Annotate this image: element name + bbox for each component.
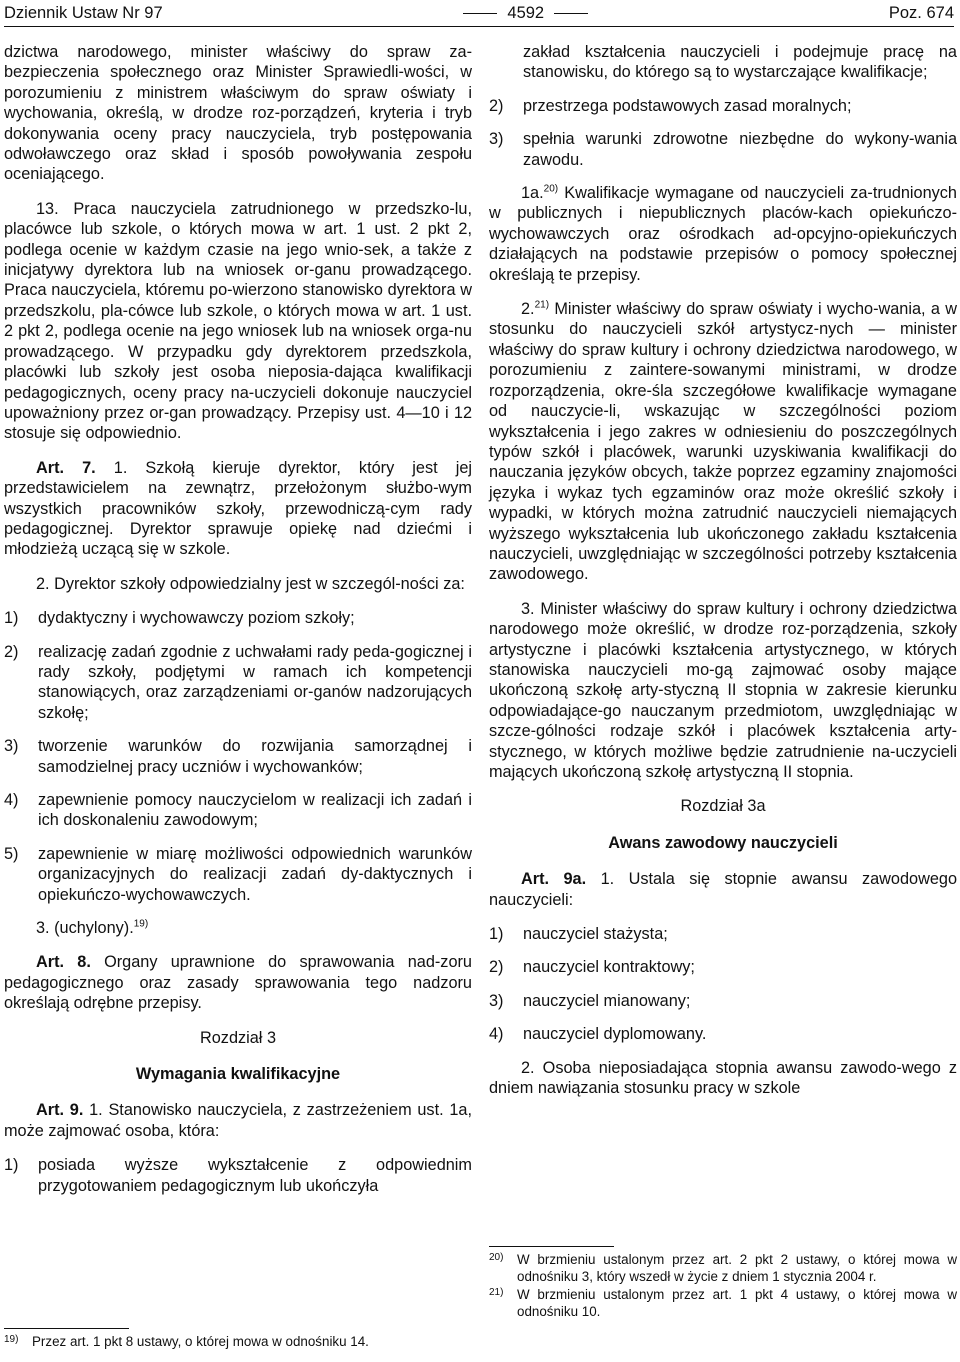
page-number: 4592 (507, 3, 545, 22)
list-item (489, 924, 957, 944)
paragraph-2-text: Minister właściwy do spraw oświaty i wycho-wania, a w stosunku do nauczycieli szkół artystycz-nych — minister właściwy do spraw kultury i ochrony dziedzictwa narodowego, w porozumieniu z zaintere-sowanymi ministrami, w drodze rozporządzenia, okre-śla szczegółowe kwalifikacje wymagane od nauczycie-li, wskazując w szczególności poziom wykształcenia i jego zakres w odniesieniu do poszczególnych typów szkół i placówek, warunki uzyskiwania kwalifikacji do nauczania języków obcych, także poprzez egzaminy znajomości języka i wykaz tych egzaminów oraz może określić szkoły i wypadki, w których można zatrudnić nauczycieli niemających wyższego wykształcenia lub ukończonego zakładu kształcenia nauczycieli, uwzględniając w szczególności potrzeby kształcenia zawodowego. (489, 300, 957, 584)
article-8-text: Organy uprawnione do sprawowania nad-zoru pedagogicznego oraz zasady sprawowania tego nadzoru określają odrębne przepisy. (4, 953, 472, 1013)
article-7-paragraph-2: 2. Dyrektor szkoły odpowiedzialny jest w szczegól-ności za: (36, 574, 465, 593)
list-item-number: 5) (4, 844, 19, 863)
article-7-heading: Art. 7. (36, 458, 96, 477)
right-column (489, 42, 957, 1112)
list-item-text: nauczyciel dyplomowany. (523, 1025, 707, 1044)
footnote-ref-20: 20) (543, 183, 559, 195)
footnote-text: W brzmieniu ustalonym przez art. 1 pkt 4 ustawy, o której mowa w odnośniku 10. (517, 1287, 957, 1319)
list-item-number: 1) (4, 1156, 19, 1175)
list-item-number: 4) (4, 791, 19, 809)
dash-right (554, 13, 588, 14)
chapter-3a-label: Rozdział 3a (680, 797, 766, 816)
footnote-ref-21: 21) (534, 299, 550, 311)
footnote-number: 20) (489, 1252, 504, 1263)
list-item-text: nauczyciel stażysta; (523, 925, 668, 944)
repealed-text: 3. (uchylony). (36, 919, 134, 938)
list-item-number: 1) (489, 925, 504, 944)
paragraph-2-lead: 2. (521, 300, 535, 319)
list-item-text: spełnia warunki zdrowotne niezbędne do wykony-wania zawodu. (523, 130, 957, 169)
list-item-number: 3) (489, 130, 504, 149)
paragraph-3: 3. Minister właściwy do spraw kultury i ochrony dziedzictwa narodowego może określić, w drodze roz-porządzenia, szkoły artystyczne i placówki kształcenia artystycznego, w których stanowiska nauczycieli mo-gą zajmować osoby mające ukończoną szkołę arty-styczną II stopnia w zakresie kierunku odpowiadające-go nauczanym przedmiotom, uwzględniając w szcze-gólności rodzaje szkół i placówek kształcenia arty-stycznego, w których możliwe będzie zatrudnienie na-uczycieli mających ukończoną szkołę artystyczną II stopnia. (489, 599, 957, 781)
paragraph-1a-lead: 1a. (521, 184, 544, 203)
list-item-text: przestrzega podstawowych zasad moralnych; (523, 96, 852, 115)
article-8 (4, 952, 472, 1013)
list-item-text: nauczyciel mianowany; (523, 991, 691, 1010)
list-item-text: zapewnienie w miarę możliwości odpowiednich warunków organizacyjnych do realizacji zadań dy-daktycznych i opiekuńczo-wychowawczych. (38, 844, 472, 904)
footnote-text: W brzmieniu ustalonym przez art. 2 pkt 2 ustawy, o której mowa w odnośniku 3, który wszedł w życie z dniem 1 stycznia 2004 r. (517, 1252, 957, 1284)
list-item-text: realizację zadań zgodnie z uchwałami rady peda-gogicznej i rady szkoły, podjętymi w ramach ich kompetencji stanowiących, oraz zarządzeniami or-ganów nadzorujących szkołę; (38, 642, 472, 722)
page-number-group (463, 4, 588, 23)
paragraph-1a (489, 183, 957, 285)
article-9a-heading: Art. 9a. (521, 870, 587, 889)
footnote-text: Przez art. 1 pkt 8 ustawy, o której mowa w odnośniku 14. (32, 1334, 369, 1349)
footnote-ref-19: 19) (133, 918, 149, 930)
list-item-number: 3) (4, 737, 19, 756)
list-item (4, 608, 472, 628)
article-8-heading: Art. 8. (36, 953, 91, 972)
list-item (489, 957, 957, 977)
article-9-heading: Art. 9. (36, 1101, 84, 1120)
list-item-number: 2) (489, 96, 504, 115)
paragraph-2 (489, 299, 957, 585)
article-9-text: 1. Stanowisko nauczyciela, z zastrzeżeniem ust. 1a, może zajmować osoba, która: (4, 1101, 472, 1140)
footnote-number: 21) (489, 1287, 504, 1298)
list-item (4, 1155, 472, 1196)
list-item (489, 1024, 957, 1044)
footnote-number: 19) (4, 1334, 19, 1345)
list-item-text: zapewnienie pomocy nauczycielom w realizacji ich zadań i ich doskonaleniu zawodowym; (38, 791, 472, 830)
footnotes-left (4, 1322, 472, 1351)
list-item-text: dydaktyczny i wychowawczy poziom szkoły; (38, 609, 355, 628)
dash-left (463, 13, 497, 14)
footnote-divider (489, 1246, 614, 1247)
paragraph-13: 13. Praca nauczyciela zatrudnionego w przedszko-lu, placówce lub szkole, o których mowa w art. 1 ust. 2 pkt 2, podlega ocenie w każdym czasie na jego wnio-sek, a także z inicjatywy dyrektora lub na wniosek or-ganu prowadzącego. Praca nauczyciela, któremu po-wierzono stanowisko dyrektora w przedszkolu, pla-cówce lub szkole, o których mowa w art. 1 ust. 2 pkt 2, podlega ocenie na jego wniosek lub na wniosek orga-nu prowadzącego. W przypadku gdy dyrektorem przedszkola, placówki lub szkoły jest osoba nieposia-dająca kwalifikacji pedagogicznych, oceny pracy na-uczycieli dokonuje nauczyciel upoważniony przez or-gan prowadzący. Przepisy ust. 4—10 i 12 stosuje się odpowiednio. (4, 199, 472, 443)
repealed-paragraph (4, 918, 472, 938)
list-item (4, 642, 472, 724)
list-item-continuation (489, 42, 957, 83)
paragraph: dzictwa narodowego, minister właściwy do spraw za-bezpieczenia społecznego oraz Minister Sprawiedli-wości, w porozumieniu z ministrem właściwym do spraw oświaty i wychowania, określą, w drodze roz-porządzeń, kryteria i tryb dokonywania oceny pracy nauczyciela, tryb postępowania odwoławczego oraz skład i sposób powoływania zespołu oceniającego. (4, 43, 472, 184)
list-item-number: 1) (4, 609, 19, 628)
list-item (489, 991, 957, 1011)
paragraph-1a-text: Kwalifikacje wymagane od nauczycieli za-trudnionych w publicznych i niepublicznych placów-kach opiekuńczo-wychowawczych oraz ośrodkach ad-opcyjno-opiekuńczych działających na podstawie przepisów o pomocy społecznej określają te przepisy. (489, 184, 957, 284)
footnotes-right (489, 1240, 957, 1321)
article-7 (4, 458, 472, 560)
position-number: Poz. 674 (888, 3, 954, 22)
chapter-3a-title: Awans zawodowy nauczycieli (608, 833, 838, 852)
footnote-20 (489, 1251, 957, 1285)
list-item-number (489, 42, 523, 83)
page-header (4, 0, 954, 27)
list-item-number: 3) (489, 991, 504, 1010)
list-item (489, 96, 957, 116)
list-item (4, 790, 472, 831)
article-9a-paragraph-2: 2. Osoba nieposiadająca stopnia awansu zawodo-wego z dniem nawiązania stosunku pracy w szkole (489, 1058, 957, 1098)
article-7-text: 1. Szkołą kieruje dyrektor, który jest jej przedstawicielem na zewnątrz, przełożonym służbo-wym wszystkich pracowników szkoły, przewodniczą-cym rady pedagogicznej. Dyrektor sprawuje opiekę nad dziećmi i młodzieżą uczącą się w szkole. (4, 458, 472, 559)
list-item-text: posiada wyższe wykształcenie z odpowiednim przygotowaniem pedagogicznym lub ukończyła (38, 1156, 472, 1195)
list-item-text: nauczyciel kontraktowy; (523, 958, 695, 977)
list-item-text: tworzenie warunków do rozwijania samorządnej i samodzielnej pracy uczniów i wychowanków; (38, 737, 472, 776)
article-9a (489, 869, 957, 910)
list-item (489, 129, 957, 170)
article-9 (4, 1100, 472, 1141)
footnote-19 (4, 1333, 472, 1350)
list-item-text: zakład kształcenia nauczycieli i podejmuje pracę na stanowisku, do którego są to wystarczające kwalifikacje; (523, 43, 957, 82)
left-column (4, 42, 472, 1209)
journal-title: Dziennik Ustaw Nr 97 (4, 3, 163, 22)
chapter-3-title: Wymagania kwalifikacyjne (135, 1065, 341, 1084)
footnote-21 (489, 1286, 957, 1320)
list-item (4, 844, 472, 905)
list-item (4, 736, 472, 777)
list-item-number: 2) (4, 642, 19, 661)
footnote-divider (4, 1328, 129, 1329)
list-item-number: 2) (489, 958, 504, 977)
chapter-3-label: Rozdział 3 (199, 1028, 277, 1047)
list-item-number: 4) (489, 1025, 504, 1044)
article-9a-text: 1. Ustala się stopnie awansu zawodowego nauczycieli: (489, 870, 957, 909)
